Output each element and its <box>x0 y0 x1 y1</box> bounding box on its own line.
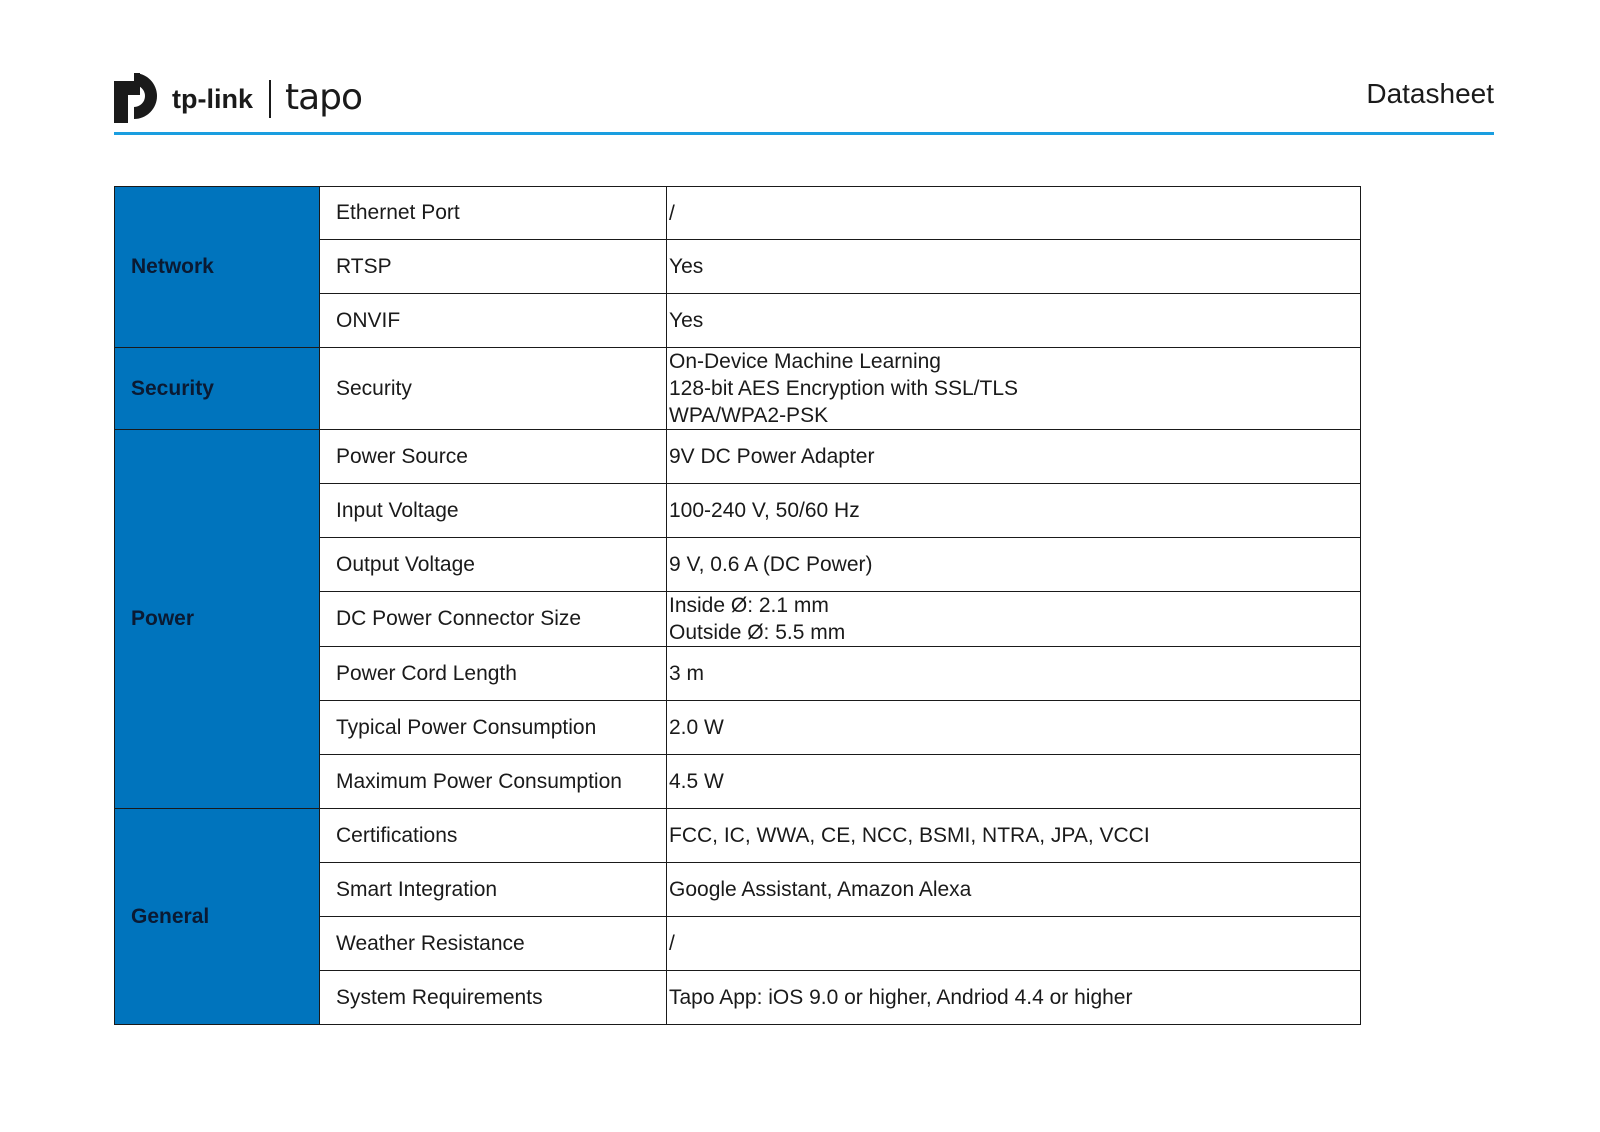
feature-cell: Typical Power Consumption <box>320 701 667 755</box>
feature-cell: Power Cord Length <box>320 647 667 701</box>
value-line: 100-240 V, 50/60 Hz <box>669 499 860 522</box>
value-line: 4.5 W <box>669 770 724 793</box>
value-line: / <box>669 201 675 225</box>
document-type-label: Datasheet <box>1366 78 1494 109</box>
page-header <box>114 68 1494 134</box>
feature-cell: Power Source <box>320 430 667 484</box>
feature-cell: Ethernet Port <box>320 187 667 240</box>
value-cell <box>667 592 1361 647</box>
value-cell <box>667 538 1361 592</box>
feature-cell: DC Power Connector Size <box>320 592 667 647</box>
category-cell: Network <box>115 187 320 348</box>
value-line: / <box>669 932 675 955</box>
brand-tplink-text: tp-link <box>172 83 253 114</box>
feature-cell: Certifications <box>320 809 667 863</box>
value-line: 9 V, 0.6 A (DC Power) <box>669 553 873 576</box>
header-divider <box>114 132 1494 135</box>
table-row <box>115 348 1361 430</box>
value-cell <box>667 294 1361 348</box>
brand-logo <box>114 72 362 126</box>
value-cell <box>667 430 1361 484</box>
value-line: Yes <box>669 255 704 278</box>
feature-cell: Maximum Power Consumption <box>320 755 667 809</box>
value-line: 2.0 W <box>669 716 724 739</box>
tp-link-logo-icon <box>114 73 166 125</box>
value-line: 128-bit AES Encryption with SSL/TLS <box>669 377 1019 400</box>
category-cell: General <box>115 809 320 1025</box>
value-line: On-Device Machine Learning <box>669 350 941 373</box>
value-line: 3 m <box>669 662 705 685</box>
feature-cell: System Requirements <box>320 971 667 1025</box>
value-line: Outside Ø: 5.5 mm <box>669 621 846 644</box>
value-line: Google Assistant, Amazon Alexa <box>669 878 972 901</box>
value-cell <box>667 809 1361 863</box>
value-line: Yes <box>669 309 704 332</box>
value-cell <box>667 917 1361 971</box>
value-cell <box>667 187 1361 240</box>
value-cell <box>667 240 1361 294</box>
value-cell <box>667 971 1361 1025</box>
feature-cell: RTSP <box>320 240 667 294</box>
feature-cell: Smart Integration <box>320 863 667 917</box>
feature-cell: Security <box>320 348 667 430</box>
value-cell <box>667 863 1361 917</box>
table-row <box>115 430 1361 484</box>
feature-cell: ONVIF <box>320 294 667 348</box>
table-row <box>115 809 1361 863</box>
category-cell: Power <box>115 430 320 809</box>
value-cell <box>667 484 1361 538</box>
spec-table <box>114 186 1361 1025</box>
value-line: FCC, IC, WWA, CE, NCC, BSMI, NTRA, JPA, VCCI <box>669 824 1150 847</box>
value-line: WPA/WPA2-PSK <box>669 404 829 427</box>
value-cell <box>667 647 1361 701</box>
value-cell <box>667 348 1361 430</box>
value-line: Inside Ø: 2.1 mm <box>669 594 829 617</box>
brand-tapo-text: tapo <box>285 76 363 118</box>
value-cell <box>667 701 1361 755</box>
logo-divider <box>269 80 271 118</box>
table-row <box>115 187 1361 240</box>
value-cell <box>667 755 1361 809</box>
feature-cell: Weather Resistance <box>320 917 667 971</box>
feature-cell: Input Voltage <box>320 484 667 538</box>
category-cell: Security <box>115 348 320 430</box>
value-line: 9V DC Power Adapter <box>669 445 875 468</box>
value-line: Tapo App: iOS 9.0 or higher, Andriod 4.4 or higher <box>669 986 1133 1009</box>
feature-cell: Output Voltage <box>320 538 667 592</box>
